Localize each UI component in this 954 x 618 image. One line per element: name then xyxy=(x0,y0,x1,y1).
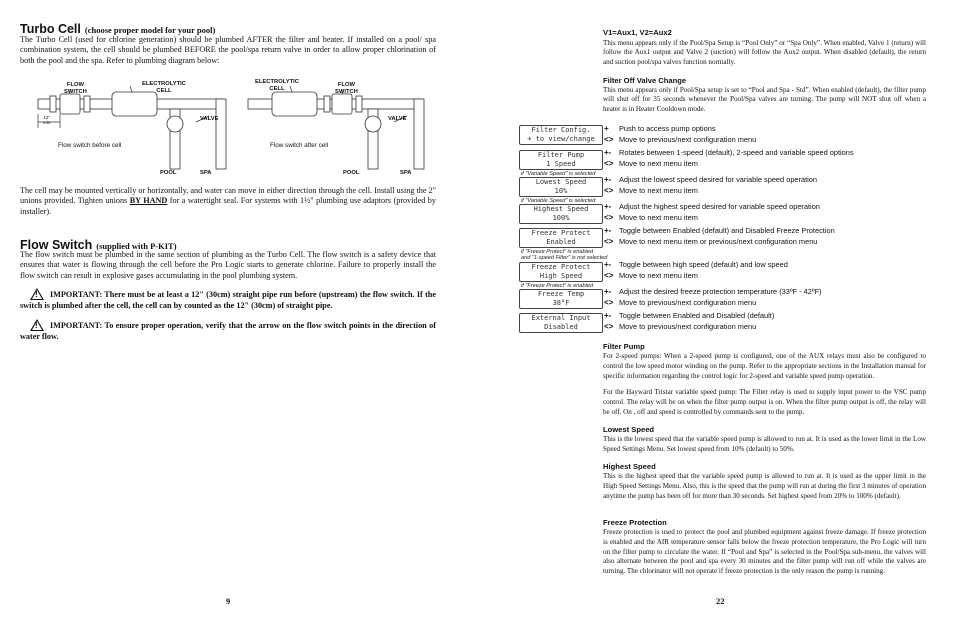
lcd-line-1: Freeze Protect xyxy=(531,229,591,237)
lowest-speed-paragraph: This is the lowest speed that the variable speed pump is allowed to run at. It is used as the lower limit in the Low Speed Settings Menu. Set lowest speed from 10% (default) to 50%. xyxy=(603,435,926,453)
menu-row-filter-config xyxy=(604,124,756,145)
plus-minus-key-icon[interactable]: +- xyxy=(604,260,612,269)
highest-speed-title: Highest Speed xyxy=(603,462,656,471)
lcd-line-2: Disabled xyxy=(544,322,578,331)
filter-off-valve-title: Filter Off Valve Change xyxy=(603,76,687,85)
right-spa-label: SPA xyxy=(400,170,412,176)
lcd-external-input xyxy=(519,313,603,333)
left-diagram-caption: Flow switch before cell xyxy=(58,142,122,149)
menu-desc: Adjust the highest speed desired for variable speed operation xyxy=(619,202,820,211)
turbo-cell-subtitle: (choose proper model for your pool) xyxy=(84,25,216,35)
menu-desc: Push to access pump options xyxy=(619,124,716,133)
v1-title: V1=Aux1, V2=Aux2 xyxy=(603,28,672,37)
left-right-arrows-icon[interactable]: <> xyxy=(604,236,614,246)
condition-note: if "Variable Speed" is selected xyxy=(521,198,596,204)
left-cell-label: ELECTROLYTIC CELL xyxy=(142,81,186,94)
left-right-arrows-icon[interactable]: <> xyxy=(604,158,614,168)
left-right-arrows-icon[interactable]: <> xyxy=(604,212,614,222)
right-diagram-caption: Flow switch after cell xyxy=(270,142,329,149)
turbo-cell-paragraph: The Turbo Cell (used for chlorine generation) should be plumbed AFTER the filter and heater. If installed on a pool/ spa combination system, the cell should be plumbed BEFORE the pool/spa return valve in order to allow proper chlorination of both the pool and the spa. Refer to plumbing diagram below: xyxy=(20,35,436,65)
lcd-filter-config xyxy=(519,125,603,145)
right-cell-label: ELECTROLYTIC CELL xyxy=(255,79,299,92)
condition-note: if "Variable Speed" is selected xyxy=(521,171,596,177)
freeze-protection-title: Freeze Protection xyxy=(603,518,667,527)
menu-desc: Toggle between high speed (default) and low speed xyxy=(619,260,788,269)
highest-speed-paragraph: This is the highest speed that the variable speed pump is allowed to run at. It is used as the upper limit in the High Speed Settings Menu. Also, this is the speed that the pump will run at during the first 3 minutes of operation anytime the pump has been off for more than 30 seconds. Set highest speed from 20% to 100% (default). xyxy=(603,472,926,500)
left-right-arrows-icon[interactable]: <> xyxy=(604,321,614,331)
lcd-line-2: + to view/change xyxy=(527,134,595,143)
menu-desc: Move to next menu item xyxy=(619,270,698,280)
left-right-arrows-icon[interactable]: <> xyxy=(604,185,614,195)
plus-minus-key-icon[interactable]: +- xyxy=(604,287,612,296)
warning-icon-mark: ! xyxy=(35,290,38,299)
lcd-line-1: Highest Speed xyxy=(533,205,589,213)
left-min-label: 12" min xyxy=(43,115,51,125)
warning-straight-pipe: IMPORTANT: There must be at least a 12" (30cm) straight pipe run before (upstream) the flow switch. If the switch is plumbed after the cell, the cell can by counted as the 12" (30cm) of straight pipe. xyxy=(20,290,436,310)
flow-switch-paragraph: The flow switch must be plumbed in the same section of plumbing as the Turbo Cell. The flow switch is a safety device that ensures that water is flowing through the cell before the Pro Logic starts to generate chlorine. Failure to properly install the flow switch can result in explosive gases accumulating in the pool plumbing system. xyxy=(20,250,436,280)
menu-desc: Adjust the desired freeze protection temperature (33ºF - 42ºF) xyxy=(619,287,822,296)
page-number-right: 22 xyxy=(716,596,725,606)
turbo-cell-title: Turbo Cell xyxy=(20,22,81,36)
lowest-speed-title: Lowest Speed xyxy=(603,425,655,434)
menu-row-freeze-speed xyxy=(604,260,788,281)
left-flow-switch-label: FLOW SWITCH xyxy=(64,82,87,95)
flow-switch-subtitle: (supplied with P-KIT) xyxy=(96,241,177,251)
flow-switch-title: Flow Switch xyxy=(20,238,93,252)
menu-row-highest-speed xyxy=(604,202,820,223)
menu-desc: Move to previous/next configuration menu xyxy=(619,134,757,144)
lcd-line-1: Filter Pump xyxy=(537,151,585,159)
lcd-line-1: External Input xyxy=(531,314,591,322)
menu-desc: Move to next menu item xyxy=(619,185,698,195)
mounting-paragraph xyxy=(20,186,436,217)
menu-desc: Toggle between Enabled and Disabled (default) xyxy=(619,311,775,320)
lcd-filter-pump xyxy=(519,150,603,170)
plus-minus-key-icon[interactable]: +- xyxy=(604,202,612,211)
menu-desc: Move to previous/next configuration menu xyxy=(619,321,757,331)
warning-flow-direction: IMPORTANT: To ensure proper operation, verify that the arrow on the flow switch points in the direction of water flow. xyxy=(20,321,436,341)
left-valve-label: VALVE xyxy=(200,116,219,122)
menu-row-external-input xyxy=(604,311,774,332)
menu-desc: Adjust the lowest speed desired for variable speed operation xyxy=(619,175,818,184)
lcd-lowest-speed xyxy=(519,177,603,197)
filter-pump-paragraph-1: For 2-speed pumps: When a 2-speed pump is configured, one of the AUX relays must also be configured to control the low speed motor winding on the pump. Refer to the appropriate sections in the Installation manual for specific information regarding the control logic for 2-speed and variable speed pump operation. xyxy=(603,352,926,380)
menu-desc: Move to next menu item xyxy=(619,212,698,222)
v1-paragraph: This menu appears only if the Pool/Spa Setup is “Pool Only” or “Spa Only”. When enabled, Valve 1 (return) will follow the Aux1 output and Valve 2 (suction) will follow the Aux2 output. When disabled (default), the return and suction pool/spa valves function normally. xyxy=(603,39,926,66)
menu-desc: Toggle between Enabled (default) and Disabled Freeze Protection xyxy=(619,226,835,235)
condition-note: if "Freeze Protect" is enabled xyxy=(521,283,594,289)
mounting-text-b: for a watertight seal. For systems with 1½" plumbing use adaptors (provided by installer). xyxy=(20,196,436,216)
left-pool-label: POOL xyxy=(160,170,177,176)
right-valve-label: VALVE xyxy=(388,116,407,122)
lcd-line-1: Freeze Temp xyxy=(537,290,585,298)
plus-minus-key-icon[interactable]: +- xyxy=(604,311,612,320)
plus-minus-key-icon[interactable]: +- xyxy=(604,148,612,157)
plumbing-diagram xyxy=(20,72,440,180)
left-right-arrows-icon[interactable]: <> xyxy=(604,297,614,307)
left-right-arrows-icon[interactable]: <> xyxy=(604,134,614,144)
menu-desc: Move to previous/next configuration menu xyxy=(619,297,757,307)
lcd-line-2: Enabled xyxy=(546,237,576,246)
menu-desc: Move to next menu item or previous/next configuration menu xyxy=(619,236,818,246)
freeze-protection-paragraph: Freeze protection is used to protect the pool and plumbed equipment against freeze damage. If freeze protection is enabled and the AIR temperature sensor falls below the freeze protection temperature, the Pro Logic will turn on the filter pump to circulate the water. If “Pool and Spa” is selected in the Pool/Spa sub-menu, the valves will also alternate between the pool and spa every 30 minutes and the filter pump will run off while the valves are turning. The chlorinator will not operate if freeze protection is the only reason the pump is running. xyxy=(603,528,926,576)
menu-row-lowest-speed xyxy=(604,175,817,196)
lcd-freeze-protect xyxy=(519,228,603,248)
by-hand-emphasis: BY HAND xyxy=(129,196,168,206)
lcd-line-2: High Speed xyxy=(539,271,583,280)
menu-desc: Rotates between 1-speed (default), 2-speed and variable speed options xyxy=(619,148,854,157)
mounting-text-a: The cell may be mounted vertically or horizontally, and water can move in either direction through the cell. Install using the 2" unions provided. Tighten unions xyxy=(20,186,436,206)
menu-row-filter-pump xyxy=(604,148,854,169)
right-pool-label: POOL xyxy=(343,170,360,176)
left-right-arrows-icon[interactable]: <> xyxy=(604,270,614,280)
plus-minus-key-icon[interactable]: +- xyxy=(604,226,612,235)
left-spa-label: SPA xyxy=(200,170,212,176)
lcd-highest-speed xyxy=(519,204,603,224)
plus-minus-key-icon[interactable]: +- xyxy=(604,175,612,184)
lcd-line-2: 1 Speed xyxy=(546,159,576,168)
warning-icon-mark: ! xyxy=(35,321,38,330)
condition-note: if "Freeze Protect" is enabled and "1-speed Filter" is not selected xyxy=(521,249,608,262)
filter-pump-paragraph-2: For the Hayward Tristar variable speed pump: The Filter relay is used to supply input power to the VSC pump control. The relay will be on when the filter pump output is on. When the filter pump output is off, the relay will be off. On , off and speed is controlled by commands sent to the pump. xyxy=(603,388,926,416)
filter-off-valve-paragraph: This menu appears only if Pool/Spa setup is set to “Pool and Spa - Std”. When enabled (default), the filter pump will shut off for 35 seconds whenever the Pool/Spa valves are turning. The pump will NOT shut off when a heater is in Heater Cooldown mode. xyxy=(603,86,926,113)
lcd-line-1: Filter Config. xyxy=(531,126,591,134)
lcd-line-2: 100% xyxy=(552,213,570,222)
filter-pump-title: Filter Pump xyxy=(603,342,645,351)
lcd-line-1: Freeze Protect xyxy=(531,263,591,271)
lcd-freeze-temp xyxy=(519,289,603,309)
page-number-left: 9 xyxy=(226,596,231,606)
lcd-line-1: Lowest Speed xyxy=(535,178,587,186)
right-flow-switch-label: FLOW SWITCH xyxy=(335,82,358,95)
plus-key-icon[interactable]: + xyxy=(604,124,609,133)
lcd-freeze-protect-speed xyxy=(519,262,603,282)
menu-desc: Move to next menu item xyxy=(619,158,698,168)
menu-row-freeze-protect xyxy=(604,226,835,247)
menu-row-freeze-temp xyxy=(604,287,822,308)
lcd-line-2: 38°F xyxy=(552,298,570,307)
lcd-line-2: 10% xyxy=(554,186,568,195)
